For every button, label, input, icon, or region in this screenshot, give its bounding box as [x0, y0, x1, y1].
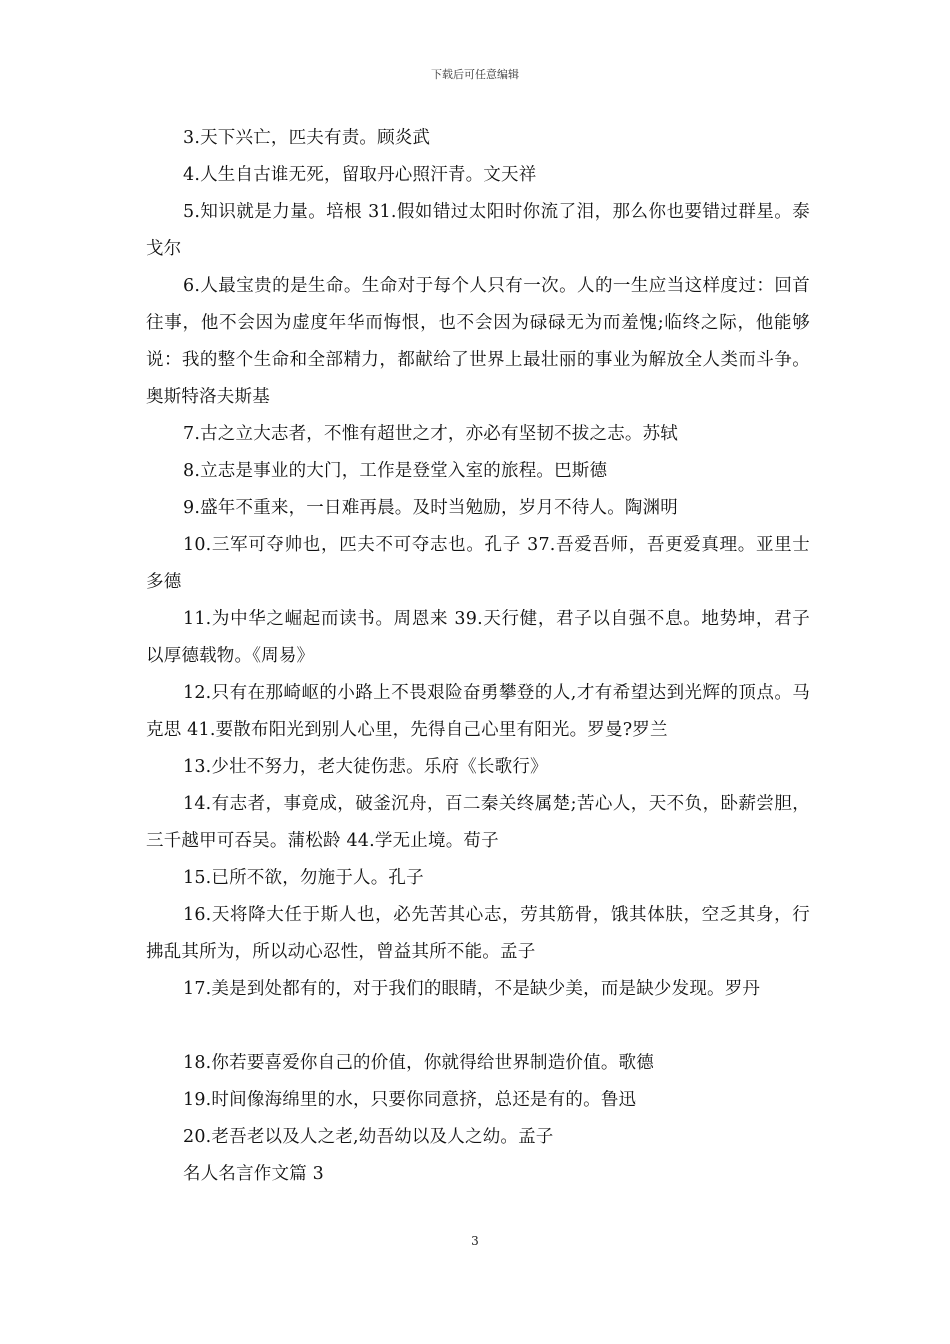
quote-paragraph: 13.少壮不努力，老大徒伤悲。乐府《长歌行》: [183, 757, 548, 777]
quote-paragraph: 12.只有在那崎岖的小路上不畏艰险奋勇攀登的人,才有希望达到光辉的顶点。马克思 41.要散布阳光到别人心里，先得自己心里有阳光。罗曼?罗兰: [146, 683, 810, 740]
quote-paragraph: 14.有志者，事竟成，破釜沉舟，百二秦关终属楚;苦心人，天不负，卧薪尝胆，三千越甲可吞吴。蒲松龄 44.学无止境。荀子: [146, 794, 810, 851]
quote-paragraph: 4.人生自古谁无死，留取丹心照汗青。文天祥: [183, 165, 537, 185]
quote-paragraph: 15.已所不欲，勿施于人。孔子: [183, 868, 424, 888]
quote-paragraph: 17.美是到处都有的，对于我们的眼睛，不是缺少美，而是缺少发现。罗丹: [183, 979, 761, 999]
quote-paragraph: 5.知识就是力量。培根 31.假如错过太阳时你流了泪，那么你也要错过群星。泰戈尔: [146, 202, 810, 259]
quote-paragraph: 8.立志是事业的大门，工作是登堂入室的旅程。巴斯德: [183, 461, 608, 481]
quote-paragraph: 6.人最宝贵的是生命。生命对于每个人只有一次。人的一生应当这样度过：回首往事，他不会因为虚度年华而悔恨，也不会因为碌碌无为而羞愧;临终之际，他能够说：我的整个生命和全部精力，都献给了世界上最壮丽的事业为解放全人类而斗争。奥斯特洛夫斯基: [146, 276, 810, 407]
section-heading: 名人名言作文篇 3: [183, 1164, 324, 1184]
page-number: 3: [471, 1234, 479, 1248]
page-header: 下载后可任意编辑: [431, 68, 519, 81]
quote-paragraph: 16.天将降大任于斯人也，必先苦其心志，劳其筋骨，饿其体肤，空乏其身，行拂乱其所为，所以动心忍性，曾益其所不能。孟子: [146, 905, 810, 962]
quote-paragraph: 20.老吾老以及人之老,幼吾幼以及人之幼。孟子: [183, 1127, 554, 1147]
quote-paragraph: 11.为中华之崛起而读书。周恩来 39.天行健，君子以自强不息。地势坤，君子以厚德载物。《周易》: [146, 609, 810, 666]
quote-paragraph: 18.你若要喜爱你自己的价值，你就得给世界制造价值。歌德: [183, 1053, 654, 1073]
document-body: [146, 120, 810, 1193]
quote-paragraph: 7.古之立大志者，不惟有超世之才，亦必有坚韧不拔之志。苏轼: [183, 424, 678, 444]
quote-paragraph: 3.天下兴亡，匹夫有责。顾炎武: [183, 128, 431, 148]
quote-paragraph: 19.时间像海绵里的水，只要你同意挤，总还是有的。鲁迅: [183, 1090, 637, 1110]
quote-paragraph: 9.盛年不重来，一日难再晨。及时当勉励，岁月不待人。陶渊明: [183, 498, 678, 518]
quote-paragraph: 10.三军可夺帅也，匹夫不可夺志也。孔子 37.吾爱吾师，吾更爱真理。亚里士多德: [146, 535, 810, 592]
